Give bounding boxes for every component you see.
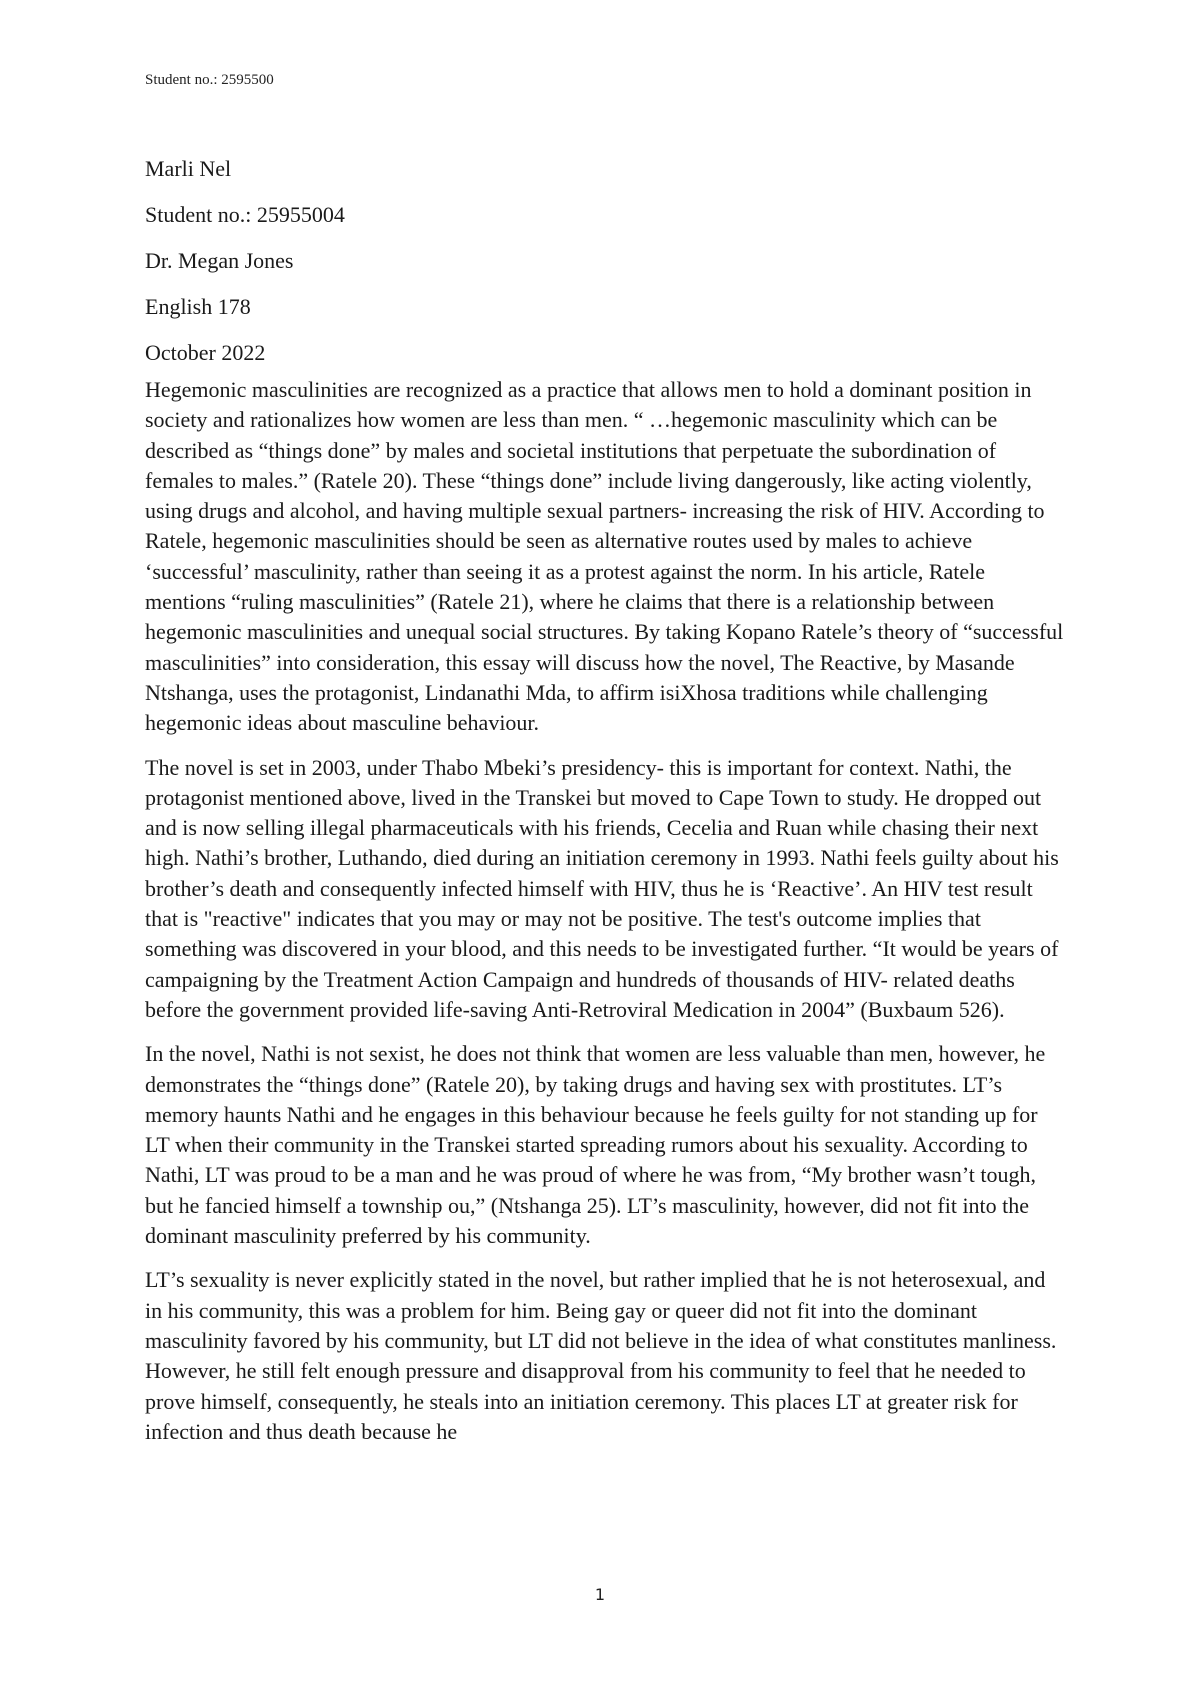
paragraph: In the novel, Nathi is not sexist, he does not think that women are less valuable than men, however, he demonstrates the “things done” (Ratele 20), by taking drugs and having sex with prostitutes. LT’s memory haunts Nathi and he engages in this behaviour because he feels guilty for not standing up for LT when their community in the Transkei started spreading rumors about his sexuality. According to Nathi, LT was proud to be a man and he was proud of where he was from, “My brother wasn’t tough, but he fancied himself a township ou,” (Ntshanga 25). LT’s masculinity, however, did not fit into the dominant masculinity preferred by his community.	[145, 1041, 1046, 1249]
student-number: Student no.: 25955004	[145, 202, 345, 227]
page-number: 1	[594, 1585, 606, 1604]
course-name: English 178	[145, 294, 251, 319]
author-name: Marli Nel	[145, 156, 232, 181]
lecturer-name: Dr. Megan Jones	[145, 248, 294, 273]
running-header: Student no.: 2595500	[145, 72, 274, 88]
essay-date: October 2022	[145, 340, 266, 365]
paragraph: Hegemonic masculinities are recognized as a practice that allows men to hold a dominant position in society and rationalizes how women are less than men. “ …hegemonic masculinity which can be described as “things done” by males and societal institutions that perpetuate the subordination of females to males.” (Ratele 20). These “things done” include living dangerously, like acting violently, using drugs and alcohol, and having multiple sexual partners- increasing the risk of HIV. According to Ratele, hegemonic masculinities should be seen as alternative routes used by males to achieve ‘successful’ masculinity, rather than seeing it as a protest against the norm. In his article, Ratele mentions “ruling masculinities” (Ratele 21), where he claims that there is a relationship between hegemonic masculinities and unequal social structures. By taking Kopano Ratele’s theory of “successful masculinities” into consideration, this essay will discuss how the novel, The Reactive, by Masande Ntshanga, uses the protagonist, Lindanathi Mda, to affirm isiXhosa traditions while challenging hegemonic ideas about masculine behaviour.	[145, 377, 1064, 736]
paragraph: LT’s sexuality is never explicitly stated in the novel, but rather implied that he is not heterosexual, and in his community, this was a problem for him. Being gay or queer did not fit into the dominant masculinity favored by his community, but LT did not believe in the idea of what constitutes manliness. However, he still felt enough pressure and disapproval from his community to feel that he needed to prove himself, consequently, he steals into an initiation ceremony. This places LT at greater risk for infection and thus death because he	[145, 1267, 1057, 1444]
essay-body	[145, 375, 1065, 1461]
essay-heading	[145, 146, 1065, 376]
paragraph: The novel is set in 2003, under Thabo Mbeki’s presidency- this is important for context. Nathi, the protagonist mentioned above, lived in the Transkei but moved to Cape Town to study. He dropped out and is now selling illegal pharmaceuticals with his friends, Cecelia and Ruan while chasing their next high. Nathi’s brother, Luthando, died during an initiation ceremony in 1993. Nathi feels guilty about his brother’s death and consequently infected himself with HIV, thus he is ‘Reactive’. An HIV test result that is "reactive" indicates that you may or may not be positive. The test's outcome implies that something was discovered in your blood, and this needs to be investigated further. “It would be years of campaigning by the Treatment Action Campaign and hundreds of thousands of HIV- related deaths before the government provided life-saving Anti-Retroviral Medication in 2004” (Buxbaum 526).	[145, 754, 1059, 1022]
